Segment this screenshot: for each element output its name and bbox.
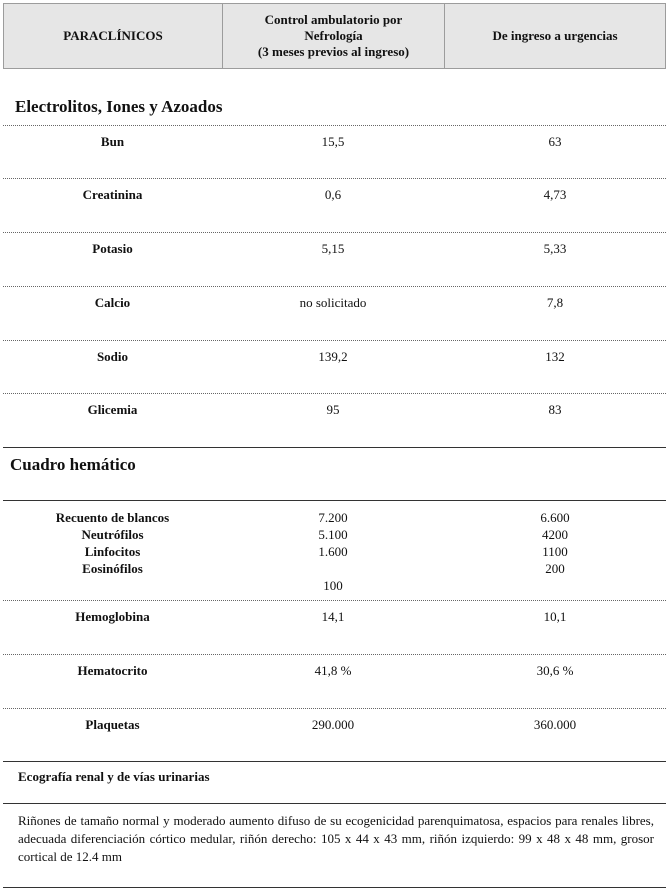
row-ambulatorio: 5.100	[318, 527, 348, 542]
row-ambulatorio: 290.000	[311, 717, 355, 732]
row-label: Plaquetas	[85, 717, 140, 732]
row-label: Potasio	[92, 241, 133, 256]
row-ingreso: 63	[548, 134, 562, 149]
row-label: Hemoglobina	[75, 609, 150, 624]
divider	[3, 600, 666, 601]
ecografia-text: Riñones de tamaño normal y moderado aumento difuso de su ecogenicidad parenquimatosa, espacios para renales libres, adecuada diferenciación córtico medular, riñón derecho: 105 x 44 x 43 mm, riñón izquierdo: 99 x 48 x 48 mm, grosor cortical de 12.4 mm	[18, 813, 654, 864]
row-ingreso: 200	[545, 561, 565, 576]
row-label: Bun	[100, 134, 125, 149]
divider	[3, 178, 666, 179]
divider	[3, 125, 666, 126]
divider	[3, 340, 666, 341]
row-ambulatorio: 5,15	[321, 241, 345, 256]
table-bottom-border	[3, 887, 666, 888]
row-ambulatorio: 95	[326, 402, 340, 417]
row-ingreso: 132	[545, 349, 565, 364]
table-header	[3, 3, 666, 69]
row-ambulatorio: 15,5	[321, 134, 345, 149]
header-control-line-3: (3 meses previos al ingreso)	[257, 44, 410, 59]
row-ingreso: 5,33	[543, 241, 567, 256]
row-label: Recuento de blancos	[55, 510, 170, 525]
row-ingreso: 4,73	[543, 187, 567, 202]
table-row	[3, 133, 666, 150]
row-label: Hematocrito	[77, 663, 148, 678]
row-ingreso: 10,1	[543, 609, 567, 624]
row-label: Neutrófilos	[81, 527, 144, 542]
divider	[3, 232, 666, 233]
row-ambulatorio: 41,8 %	[314, 663, 352, 678]
row-ingreso: 83	[548, 402, 562, 417]
header-control-ambulatorio	[223, 4, 445, 68]
row-ambulatorio: 139,2	[318, 349, 348, 364]
section-divider	[3, 803, 666, 804]
table-row	[3, 662, 666, 679]
header-paraclinicos: PARACLÍNICOS	[4, 4, 223, 68]
table-row	[3, 401, 666, 418]
row-ambulatorio: 7.200	[318, 510, 348, 525]
table-row	[3, 294, 666, 311]
ecografia-title: Ecografía renal y de vías urinarias	[18, 769, 210, 784]
row-ingreso: 30,6 %	[536, 663, 574, 678]
divider	[3, 654, 666, 655]
divider	[3, 708, 666, 709]
row-ingreso: 360.000	[533, 717, 577, 732]
section-cuadro-hematico: Cuadro hemático	[10, 455, 136, 474]
divider	[3, 286, 666, 287]
section-electrolitos: Electrolitos, Iones y Azoados	[15, 97, 223, 116]
section-divider	[3, 500, 666, 501]
row-ingreso: 6.600	[540, 510, 570, 525]
table-row	[3, 240, 666, 257]
row-label-group	[3, 509, 222, 594]
table-row	[3, 348, 666, 365]
row-ingreso: 7,8	[546, 295, 564, 310]
row-ingreso: 4200	[542, 527, 568, 542]
row-ambulatorio: 1.600	[318, 544, 348, 559]
row-ambulatorio: 14,1	[321, 609, 345, 624]
row-ambulatorio-group	[222, 509, 444, 594]
header-control-line-1: Control ambulatorio por	[264, 12, 403, 27]
divider	[3, 393, 666, 394]
row-label: Calcio	[94, 295, 131, 310]
table-row	[3, 608, 666, 625]
header-control-line-2: Nefrología	[304, 28, 363, 43]
row-ambulatorio: 100	[323, 578, 343, 593]
table-row	[3, 716, 666, 733]
row-ambulatorio: no solicitado	[299, 295, 367, 310]
row-label: Eosinófilos	[82, 561, 143, 576]
row-ingreso: 1100	[542, 544, 568, 559]
row-label: Creatinina	[82, 187, 143, 202]
row-ambulatorio	[222, 560, 444, 577]
row-ambulatorio: 0,6	[324, 187, 342, 202]
row-ingreso-group	[444, 509, 666, 594]
section-divider	[3, 761, 666, 762]
table-row	[3, 186, 666, 203]
row-label: Linfocitos	[84, 544, 141, 559]
section-divider	[3, 447, 666, 448]
row-label: Sodio	[96, 349, 129, 364]
header-ingreso-urgencias: De ingreso a urgencias	[492, 28, 618, 43]
table-row-leucocitos	[3, 509, 666, 594]
row-label: Glicemia	[87, 402, 138, 417]
